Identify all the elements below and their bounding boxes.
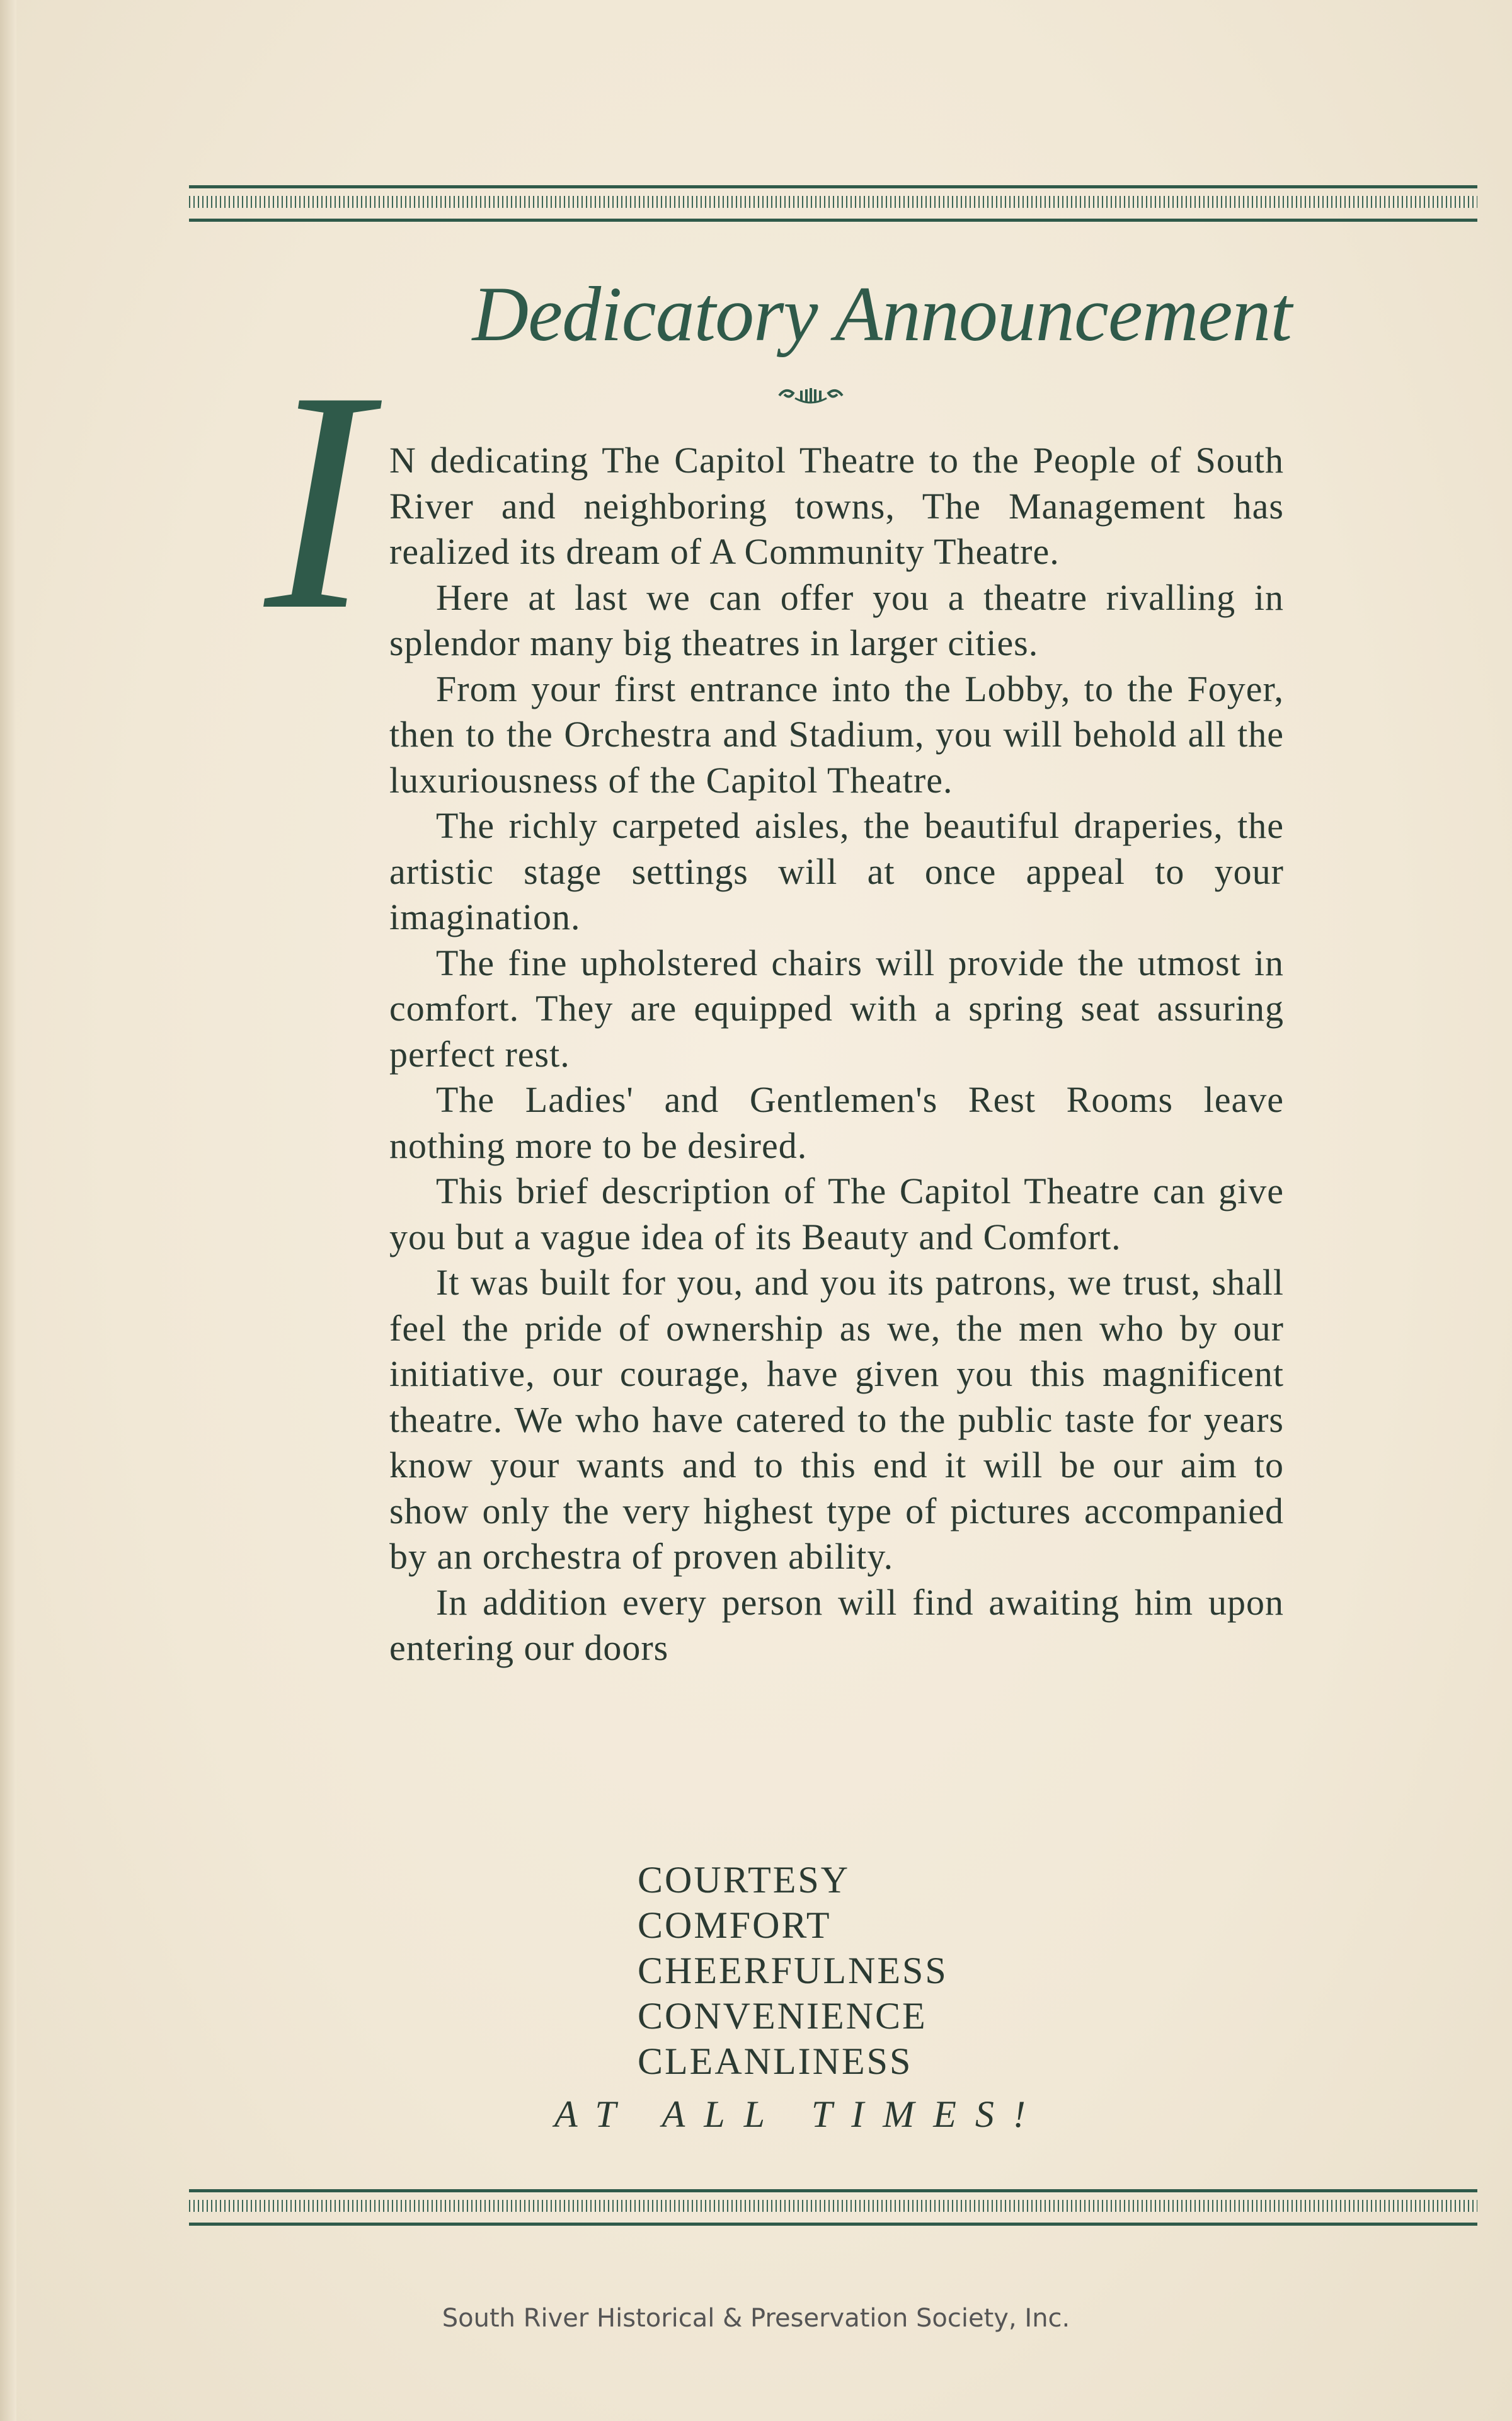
drop-cap: I <box>265 326 370 675</box>
list-item: CHEERFULNESS <box>638 1950 948 1991</box>
closing-line: AT ALL TIMES! <box>554 2093 1045 2135</box>
list-item: COURTESY <box>638 1859 850 1901</box>
paragraph: N dedicating The Capitol Theatre to the People of South River and neighboring towns, The Management has realized its dream of A Community Theatre. <box>389 440 1284 572</box>
paragraph: From your first entrance into the Lobby, to the Foyer, then to the Orchestra and Stadium, you will behold all the luxuriousness of the Capitol Theatre. <box>389 668 1284 801</box>
list-item: CLEANLINESS <box>638 2040 913 2082</box>
announcement-body <box>389 438 1284 1671</box>
page-edge-shadow <box>0 0 16 2421</box>
footer-credit: South River Historical & Preservation Society, Inc. <box>442 2304 1070 2333</box>
scroll-ornament-icon <box>776 383 845 408</box>
list-item: COMFORT <box>638 1904 832 1946</box>
paragraph: Here at last we can offer you a theatre rivalling in splendor many big theatres in larger cities. <box>389 576 1284 663</box>
paragraph: In addition every person will find awaiting him upon entering our doors <box>389 1581 1284 1668</box>
paragraph: It was built for you, and you its patrons, we trust, shall feel the pride of ownership as we, the men who by our initiative, our courage, have given you this magnificent theatre. We who have catered to the public taste for years know your wants and to this end it will be our aim to show only the very highest type of pictures accompanied by an orchestra of proven ability. <box>389 1262 1284 1577</box>
paragraph: This brief description of The Capitol Theatre can give you but a vague idea of its Beauty and Comfort. <box>389 1170 1284 1257</box>
paragraph: The fine upholstered chairs will provide the utmost in comfort. They are equipped with a spring seat assuring perfect rest. <box>389 942 1284 1075</box>
bottom-border <box>189 2189 1477 2226</box>
paragraph: The richly carpeted aisles, the beautiful draperies, the artistic stage settings will at once appeal to your imagination. <box>389 805 1284 937</box>
virtues-list <box>638 1857 948 2084</box>
paragraph: The Ladies' and Gentlemen's Rest Rooms leave nothing more to be desired. <box>389 1079 1284 1166</box>
page-title: Dedicatory Announcement <box>472 271 1292 357</box>
top-border <box>189 185 1477 222</box>
list-item: CONVENIENCE <box>638 1995 927 2037</box>
